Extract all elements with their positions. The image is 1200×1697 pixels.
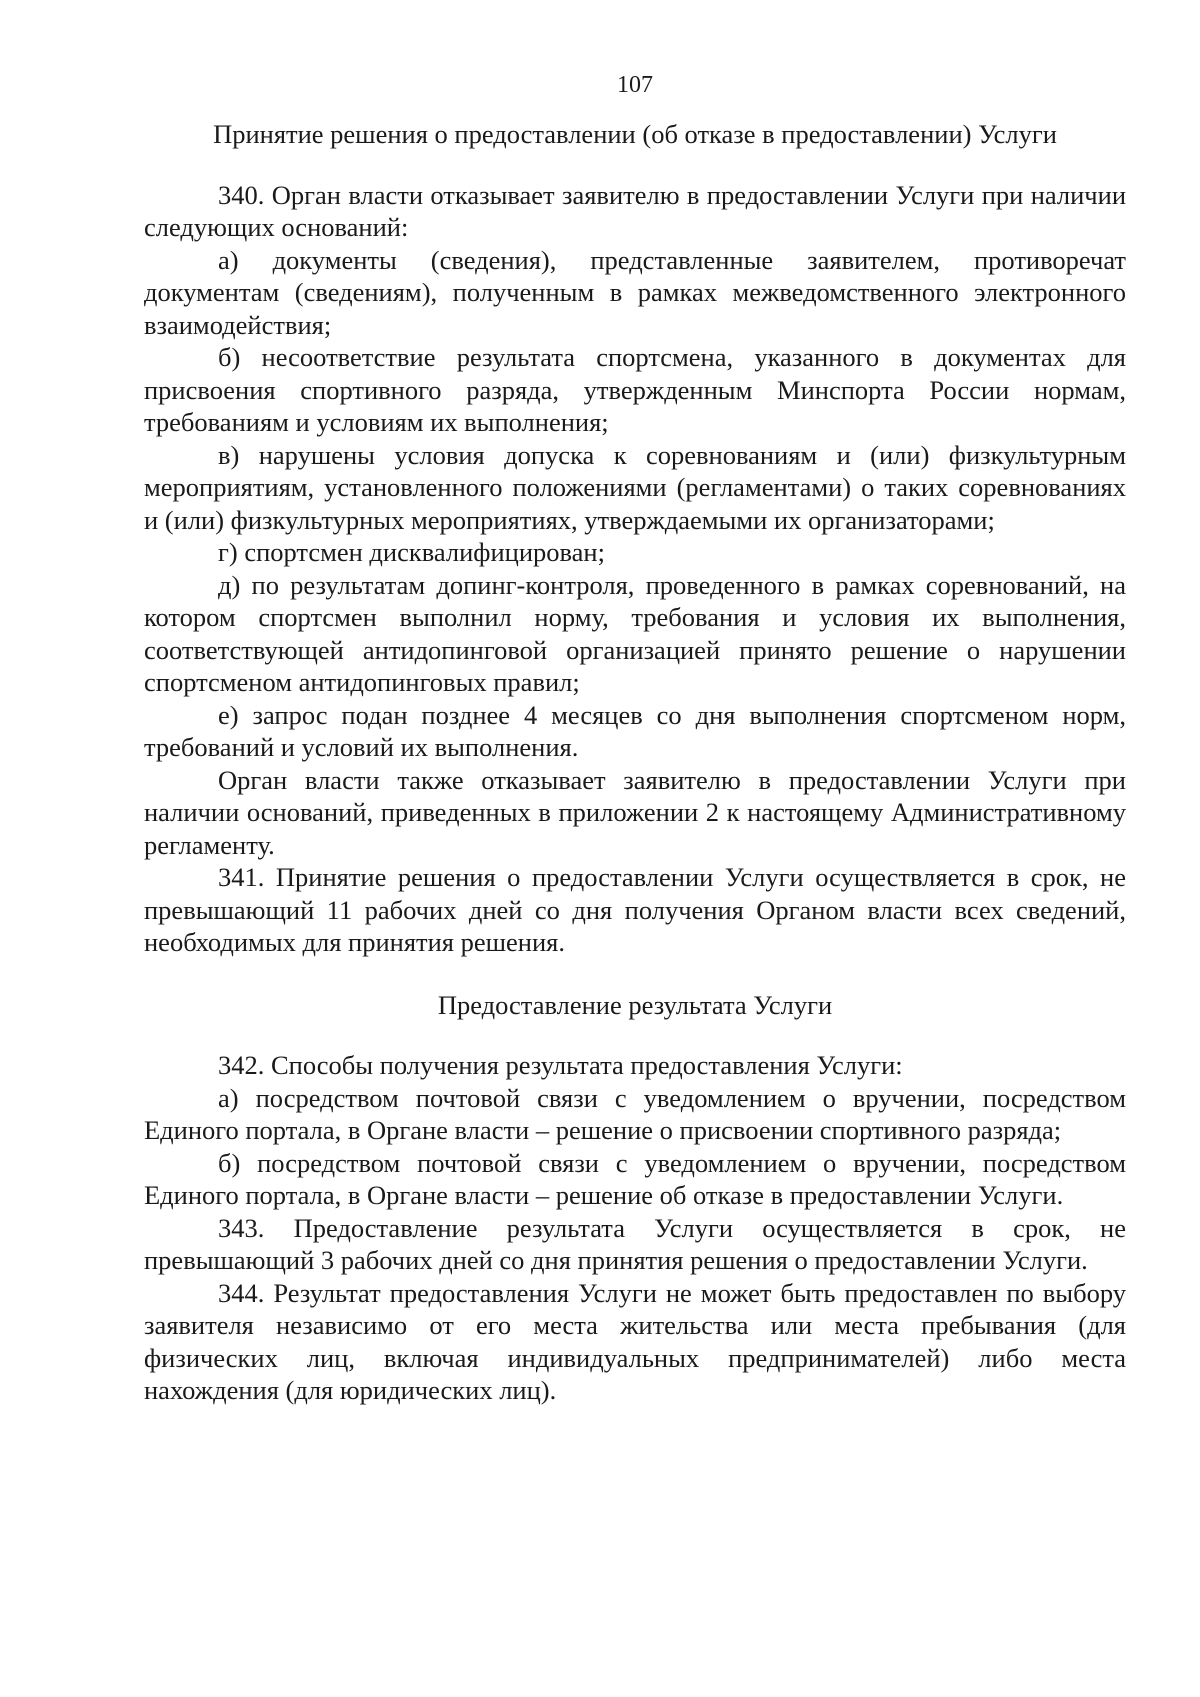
list-item-340-d: д) по результатам допинг-контроля, проведенного в рамках соревнований, на котором спортсмен выполнил норму, требования и условия их выполнения, соответствующей антидопинговой организацией принято решение о нарушении спортсменом антидопинговых правил; xyxy=(144,569,1126,697)
list-item-340-g: г) спортсмен дисквалифицирован; xyxy=(218,537,605,567)
document-body xyxy=(144,118,1126,1407)
paragraph-340-additional: Орган власти также отказывает заявителю в предоставлении Услуги при наличии оснований, приведенных в приложении 2 к настоящему Административному регламенту. xyxy=(144,764,1126,860)
list-item-342-b: б) посредством почтовой связи с уведомлением о вручении, посредством Единого портала, в Органе власти – решение об отказе в предоставлении Услуги. xyxy=(144,1147,1126,1210)
paragraph-340: 340. Орган власти отказывает заявителю в предоставлении Услуги при наличии следующих оснований: xyxy=(144,179,1126,242)
paragraph-342: 342. Способы получения результата предоставления Услуги: xyxy=(218,1050,903,1080)
paragraph-341: 341. Принятие решения о предоставлении Услуги осуществляется в срок, не превышающий 11 рабочих дней со дня получения Органом власти всех сведений, необходимых для принятия решения. xyxy=(144,862,1126,957)
list-item-340-e: е) запрос подан позднее 4 месяцев со дня выполнения спортсменом норм, требований и условий их выполнения. xyxy=(144,699,1126,762)
page-number: 107 xyxy=(617,72,653,98)
paragraph-344: 344. Результат предоставления Услуги не может быть предоставлен по выбору заявителя независимо от его места жительства или места пребывания (для физических лиц, включая индивидуальных предпринимателей) либо места нахождения (для юридических лиц). xyxy=(144,1277,1126,1405)
list-item-340-a: а) документы (сведения), представленные заявителем, противоречат документам (сведениям), полученным в рамках межведомственного электронного взаимодействия; xyxy=(144,244,1126,340)
list-item-340-b: б) несоответствие результата спортсмена, указанного в документах для присвоения спортивного разряда, утвержденным Минспорта России нормам, требованиям и условиям их выполнения; xyxy=(144,342,1126,437)
section-heading-result: Предоставление результата Услуги xyxy=(437,989,833,1020)
list-item-342-a: а) посредством почтовой связи с уведомлением о вручении, посредством Единого портала, в Органе власти – решение о присвоении спортивного разряда; xyxy=(144,1082,1126,1145)
section-heading-decision: Принятие решения о предоставлении (об отказе в предоставлении) Услуги xyxy=(213,119,1057,149)
paragraph-343: 343. Предоставление результата Услуги осуществляется в срок, не превышающий 3 рабочих дней со дня принятия решения о предоставлении Услуги. xyxy=(144,1212,1126,1275)
list-item-340-v: в) нарушены условия допуска к соревнованиям и (или) физкультурным мероприятиям, установленного положениями (регламентами) о таких соревнованиях и (или) физкультурных мероприятиях, утверждаемыми их организаторами; xyxy=(144,439,1126,535)
